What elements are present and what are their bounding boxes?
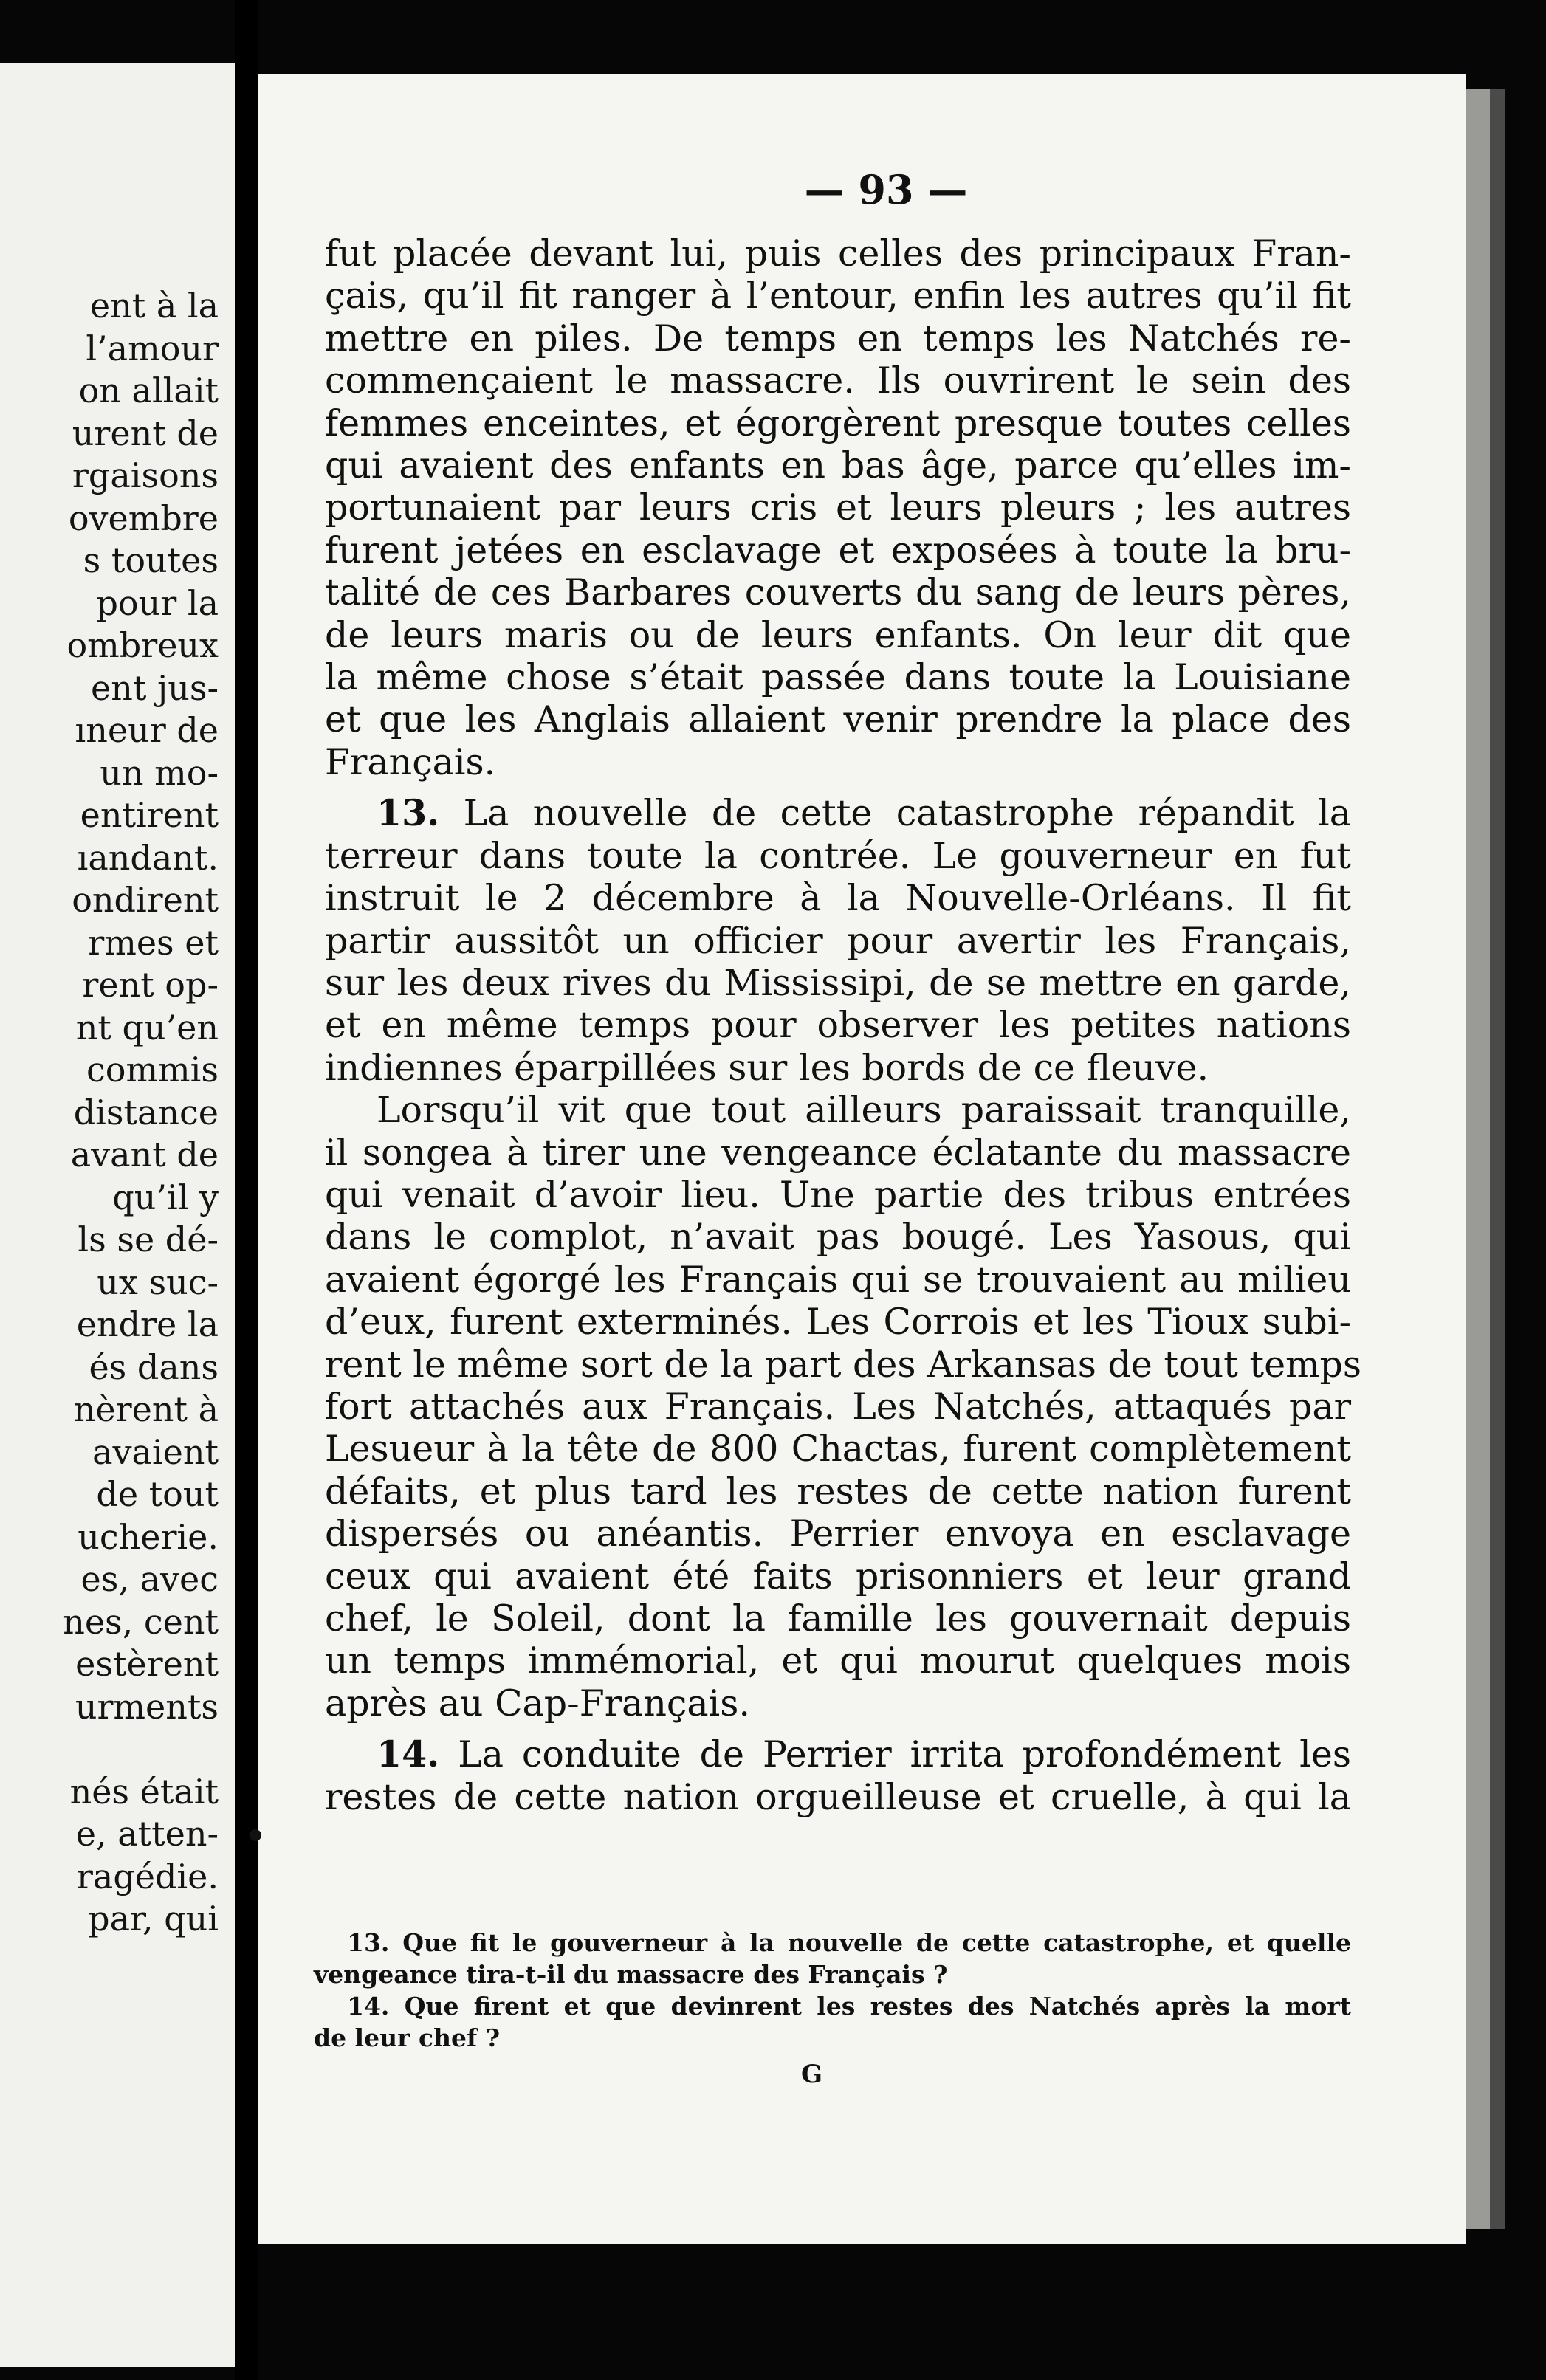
text-line: dans le complot, n’avait pas bougé. Les Yasous, qui — [325, 1216, 1351, 1259]
text-line: femmes enceintes, et égorgèrent presque toutes celles — [325, 402, 1351, 444]
text-line — [325, 792, 1351, 834]
text-line: dispersés ou anéantis. Perrier envoya en esclavage — [325, 1513, 1351, 1555]
paragraph-14 — [325, 1733, 1351, 1818]
continuation-paragraph — [325, 233, 1351, 783]
footnote-14: 14. Que firent et que devinrent les restes des Natchés après la mort — [347, 1992, 1351, 2020]
text-line: furent jetées en esclavage et exposées à toute la bru- — [325, 529, 1351, 571]
text-line: partir aussitôt un officier pour avertir les Français, — [325, 919, 1351, 962]
left-page-fragment: ondirent — [72, 880, 219, 920]
left-page-fragment: ls se dé- — [78, 1220, 219, 1259]
left-page-fragment: on allait — [78, 371, 219, 410]
page-edge-shadow — [1490, 89, 1505, 2229]
body-text — [325, 233, 1362, 1818]
text-line: commençaient le massacre. Ils ouvrirent le sein des — [325, 360, 1351, 402]
left-page-fragment: de tout — [96, 1474, 219, 1514]
left-page-fragment: es, avec — [80, 1559, 219, 1599]
left-page-fragment: urent de — [72, 413, 219, 453]
left-page-fragment: ombreux — [66, 625, 219, 665]
text-line: chef, le Soleil, dont la famille les gouvernait depuis — [325, 1597, 1351, 1640]
printer-signature: G — [801, 2060, 823, 2089]
text-line: restes de cette nation orgueilleuse et cruelle, à qui la — [325, 1775, 1351, 1818]
text-line: et en même temps pour observer les petites nations — [325, 1004, 1351, 1047]
left-page-fragment: avant de — [70, 1135, 219, 1174]
text-line: Lesueur à la tête de 800 Chactas, furent complètement — [325, 1428, 1351, 1471]
left-page-fragment: pour la — [96, 582, 219, 623]
text-line: mettre en piles. De temps en temps les Natchés re- — [325, 317, 1351, 360]
text-line: avaient égorgé les Français qui se trouvaient au milieu — [325, 1258, 1351, 1301]
footnote-13-cont: vengeance tira-t-il du massacre des Français ? — [314, 1960, 948, 1989]
left-page-fragment: ux suc- — [97, 1262, 219, 1302]
text-line: fut placée devant lui, puis celles des principaux Fran- — [325, 233, 1351, 275]
text-line: rent le même sort de la part des Arkansas de tout temps — [325, 1343, 1362, 1386]
left-page-fragment: s toutes — [83, 540, 219, 580]
footnote-13: 13. Que fit le gouverneur à la nouvelle de cette catastrophe, et quelle — [347, 1928, 1351, 1957]
left-page-fragment: entirent — [80, 795, 219, 835]
text-line: terreur dans toute la contrée. Le gouverneur en fut — [325, 834, 1351, 877]
text-line: défaits, et plus tard les restes de cette nation furent — [325, 1470, 1351, 1513]
left-page-fragment: un mo- — [100, 752, 219, 793]
left-page-fragment: avaient — [92, 1431, 219, 1472]
paragraph-number: 14. — [377, 1733, 440, 1776]
left-page-fragment: nés était — [69, 1771, 219, 1812]
left-page-fragment: ent jus- — [91, 667, 219, 708]
left-page-fragment: ent à la — [89, 286, 219, 326]
text-line: ceux qui avaient été faits prisonniers et leur grand — [325, 1555, 1351, 1597]
text-line: il songea à tirer une vengeance éclatante du massacre — [325, 1131, 1351, 1174]
paragraph-lorsque — [325, 1089, 1362, 1724]
left-page-fragment — [63, 1728, 219, 1771]
text-line: Français. — [325, 740, 496, 783]
text-line: la même chose s’était passée dans toute la Louisiane — [325, 656, 1351, 699]
text-line: d’eux, furent exterminés. Les Corrois et les Tioux subi- — [325, 1301, 1351, 1344]
left-page-fragment: nes, cent — [63, 1601, 219, 1642]
text-line: talité de ces Barbares couverts du sang de leurs pères, — [325, 571, 1351, 614]
left-page-fragment: és dans — [89, 1347, 219, 1387]
text-line — [325, 1733, 1351, 1775]
left-page-fragment: rmes et — [88, 922, 219, 963]
footnote-14-cont: de leur chef ? — [314, 2023, 501, 2052]
text-line: indiennes éparpillées sur les bords de ce fleuve. — [325, 1046, 1209, 1089]
left-page-fragment: ıandant. — [77, 837, 219, 878]
text-line: après au Cap-Français. — [325, 1682, 750, 1724]
left-page — [0, 63, 235, 2367]
footnotes — [314, 1927, 1351, 2054]
left-page-fragment: urments — [75, 1686, 219, 1727]
left-page-fragment: ragédie. — [76, 1856, 219, 1896]
text-line: qui venait d’avoir lieu. Une partie des tribus entrées — [325, 1173, 1351, 1216]
left-page-fragment: ucherie. — [78, 1516, 219, 1557]
text-line: et que les Anglais allaient venir prendre la place des — [325, 698, 1351, 741]
left-page-fragment: rgaisons — [72, 455, 219, 495]
text-line: un temps immémorial, et qui mourut quelques mois — [325, 1640, 1351, 1682]
ink-spot — [250, 1829, 261, 1841]
left-page-fragment: commis — [86, 1050, 219, 1090]
left-page-fragment: distance — [73, 1092, 219, 1132]
text-line: Lorsqu’il vit que tout ailleurs paraissait tranquille, — [377, 1089, 1351, 1132]
left-page-fragment: par, qui — [88, 1899, 219, 1939]
left-page-fragment: l’amour — [86, 328, 219, 368]
paragraph-number: 13. — [377, 791, 440, 835]
left-page-fragment: endre la — [76, 1304, 219, 1344]
text-line: de leurs maris ou de leurs enfants. On leur dit que — [325, 613, 1351, 656]
text-line: fort attachés aux Français. Les Natchés, attaqués par — [325, 1385, 1351, 1428]
text-line: instruit le 2 décembre à la Nouvelle-Orléans. Il fit — [325, 877, 1351, 920]
text-line: portunaient par leurs cris et leurs pleurs ; les autres — [325, 486, 1351, 529]
right-page — [258, 74, 1466, 2244]
left-page-text-fragments — [63, 285, 219, 1941]
text-line: çais, qu’il fit ranger à l’entour, enfin les autres qu’il fit — [325, 275, 1351, 317]
left-page-fragment: nèrent à — [73, 1389, 219, 1429]
text-line: qui avaient des enfants en bas âge, parce qu’elles im- — [325, 444, 1351, 487]
left-page-fragment: e, atten- — [75, 1814, 219, 1854]
text-span: La conduite de Perrier irrita profondément les — [458, 1733, 1351, 1776]
left-page-fragment: nt qu’en — [75, 1007, 219, 1048]
left-page-fragment: ovembre — [68, 498, 219, 538]
paragraph-13 — [325, 792, 1351, 1089]
left-page-fragment: qu’il y — [112, 1177, 219, 1217]
page-edge — [1466, 89, 1490, 2229]
left-page-fragment: estèrent — [75, 1644, 219, 1684]
text-span: La nouvelle de cette catastrophe répandit la — [463, 792, 1352, 835]
text-line: sur les deux rives du Mississipi, de se mettre en garde, — [325, 961, 1351, 1004]
left-page-fragment: ıneur de — [75, 710, 219, 750]
left-page-fragment: rent op- — [82, 965, 219, 1005]
book-gutter — [235, 0, 258, 2380]
page-number: — 93 — — [804, 166, 968, 213]
